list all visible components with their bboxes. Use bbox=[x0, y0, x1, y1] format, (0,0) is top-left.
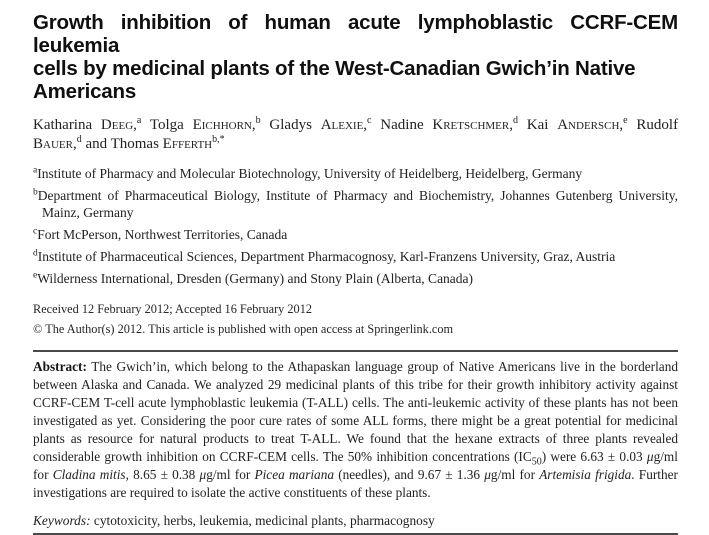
abstract-text: g/ml for bbox=[206, 467, 255, 482]
affiliation-sup: a bbox=[33, 165, 38, 176]
author-affiliation-sup: e bbox=[623, 115, 628, 126]
author-affiliation-sup: d bbox=[512, 115, 518, 126]
abstract-label: Abstract: bbox=[33, 359, 87, 374]
keywords-line bbox=[33, 512, 678, 529]
author-given-name: Nadine bbox=[380, 117, 424, 133]
author-affiliation-sup: b bbox=[255, 115, 261, 126]
author-surname: Efferth bbox=[162, 136, 213, 152]
article-title-line-1: Growth inhibition of human acute lymphoblastic CCRF-CEM leukemia bbox=[33, 11, 678, 57]
author-given-name: Kai bbox=[526, 117, 549, 133]
article-meta bbox=[33, 300, 678, 339]
affiliation-sup: d bbox=[33, 248, 38, 259]
author-affiliation-sup: d bbox=[76, 134, 82, 145]
author-separator: , bbox=[363, 117, 368, 133]
author bbox=[33, 117, 141, 133]
author-surname: Bauer bbox=[33, 136, 73, 152]
affiliation-text: Wilderness International, Dresden (Germany) and Stony Plain (Alberta, Canada) bbox=[37, 271, 474, 286]
abstract-text: . Further investigations are required to isolate the active constituents of these plants. bbox=[33, 467, 678, 500]
author-given-name: and Thomas bbox=[85, 136, 159, 152]
author-surname: Alexie bbox=[320, 117, 364, 133]
author-affiliation-sup: c bbox=[367, 115, 372, 126]
author-given-name: Tolga bbox=[149, 117, 184, 133]
author-affiliation-sup: b,* bbox=[212, 134, 225, 145]
affiliation-item bbox=[33, 270, 678, 287]
author bbox=[269, 117, 371, 133]
author-separator: , bbox=[72, 136, 77, 152]
abstract-text: The Gwich’in, which belong to the Athapaskan language group of Native Americans live in the borderland between Alaska and Canada. We analyzed 29 medicinal plants of this tribe for their growth inhibitory activity against CCRF-CEM T-cell acute lymphoblastic leukemia (T-ALL) cells. The anti-leukemic activity of these plants has not been investigated as yet. Considering the poor cure rates of some ALL forms, there might be a great potential for medicinal plants as resource for natural products to treat T-ALL. We found that the hexane extracts of three plants revealed considerable growth inhibition on CCRF-CEM cells. The 50% inhibition concentrations (IC bbox=[33, 359, 678, 464]
author-surname: Eichhorn bbox=[192, 117, 252, 133]
author-surname: Andersch bbox=[557, 117, 620, 133]
author bbox=[150, 117, 261, 133]
abstract-text: g/ml for bbox=[490, 467, 540, 482]
species-name-artemisia-frigida: Artemisia frigida bbox=[539, 467, 632, 482]
affiliation-text: Fort McPerson, Northwest Territories, Canada bbox=[37, 227, 288, 242]
author-surname: Deeg bbox=[100, 117, 134, 133]
affiliation-text: Institute of Pharmaceutical Sciences, Department Pharmacognosy, Karl-Franzens University, Graz, Austria bbox=[37, 249, 616, 264]
mu-symbol: μ bbox=[646, 449, 654, 464]
author-given-name: Rudolf bbox=[636, 117, 679, 133]
affiliation-text: Institute of Pharmacy and Molecular Biotechnology, University of Heidelberg, Heidelberg, Germany bbox=[37, 166, 583, 181]
author-separator: , bbox=[251, 117, 256, 133]
species-name-cladina-mitis: Cladina mitis bbox=[52, 467, 126, 482]
keywords-text: cytotoxicity, herbs, leukemia, medicinal plants, pharmacognosy bbox=[90, 513, 435, 528]
authors-line bbox=[33, 116, 678, 154]
abstract-text: (needles), and 9.67 ± 1.36 bbox=[334, 467, 485, 482]
article-title bbox=[33, 11, 678, 103]
affiliation-item bbox=[33, 226, 678, 243]
affiliation-sup: c bbox=[33, 226, 38, 237]
abstract-text: ) were 6.63 ± 0.03 bbox=[541, 449, 647, 464]
mu-symbol: μ bbox=[199, 467, 207, 482]
author bbox=[85, 136, 224, 152]
affiliation-item bbox=[33, 248, 678, 265]
affiliations-list bbox=[33, 165, 678, 287]
received-accepted-line: Received 12 February 2012; Accepted 16 February 2012 bbox=[33, 302, 312, 316]
author-given-name: Katharina bbox=[33, 117, 93, 133]
author bbox=[380, 117, 518, 133]
affiliation-sup: b bbox=[33, 187, 38, 198]
author-affiliation-sup: a bbox=[136, 115, 142, 126]
abstract-text: , 8.65 ± 0.38 bbox=[125, 467, 200, 482]
copyright-line: © The Author(s) 2012. This article is published with open access at Springerlink.com bbox=[33, 321, 454, 336]
affiliation-sup: e bbox=[33, 270, 38, 281]
author-separator: , bbox=[509, 117, 513, 133]
author-given-name: Gladys bbox=[269, 117, 312, 133]
abstract-paragraph bbox=[33, 358, 678, 502]
abstract-text: g/ml for bbox=[33, 449, 678, 482]
author-surname: Kretschmer bbox=[432, 117, 510, 133]
affiliation-item bbox=[33, 165, 678, 182]
affiliation-item bbox=[33, 187, 678, 221]
mu-symbol: μ bbox=[484, 467, 491, 482]
author bbox=[527, 117, 628, 133]
author-separator: , bbox=[619, 117, 624, 133]
species-name-picea-mariana: Picea mariana bbox=[254, 467, 335, 482]
ic50-subscript: 50 bbox=[531, 456, 542, 468]
divider-above-abstract bbox=[33, 350, 678, 352]
article-title-line-2: cells by medicinal plants of the West-Canadian Gwich’in Native Americans bbox=[33, 57, 636, 103]
keywords-label: Keywords: bbox=[33, 513, 91, 528]
affiliation-text: Department of Pharmaceutical Biology, Institute of Pharmacy and Biochemistry, Johannes Gutenberg University, Mainz, Germany bbox=[37, 188, 678, 220]
author-separator: , bbox=[133, 117, 137, 133]
